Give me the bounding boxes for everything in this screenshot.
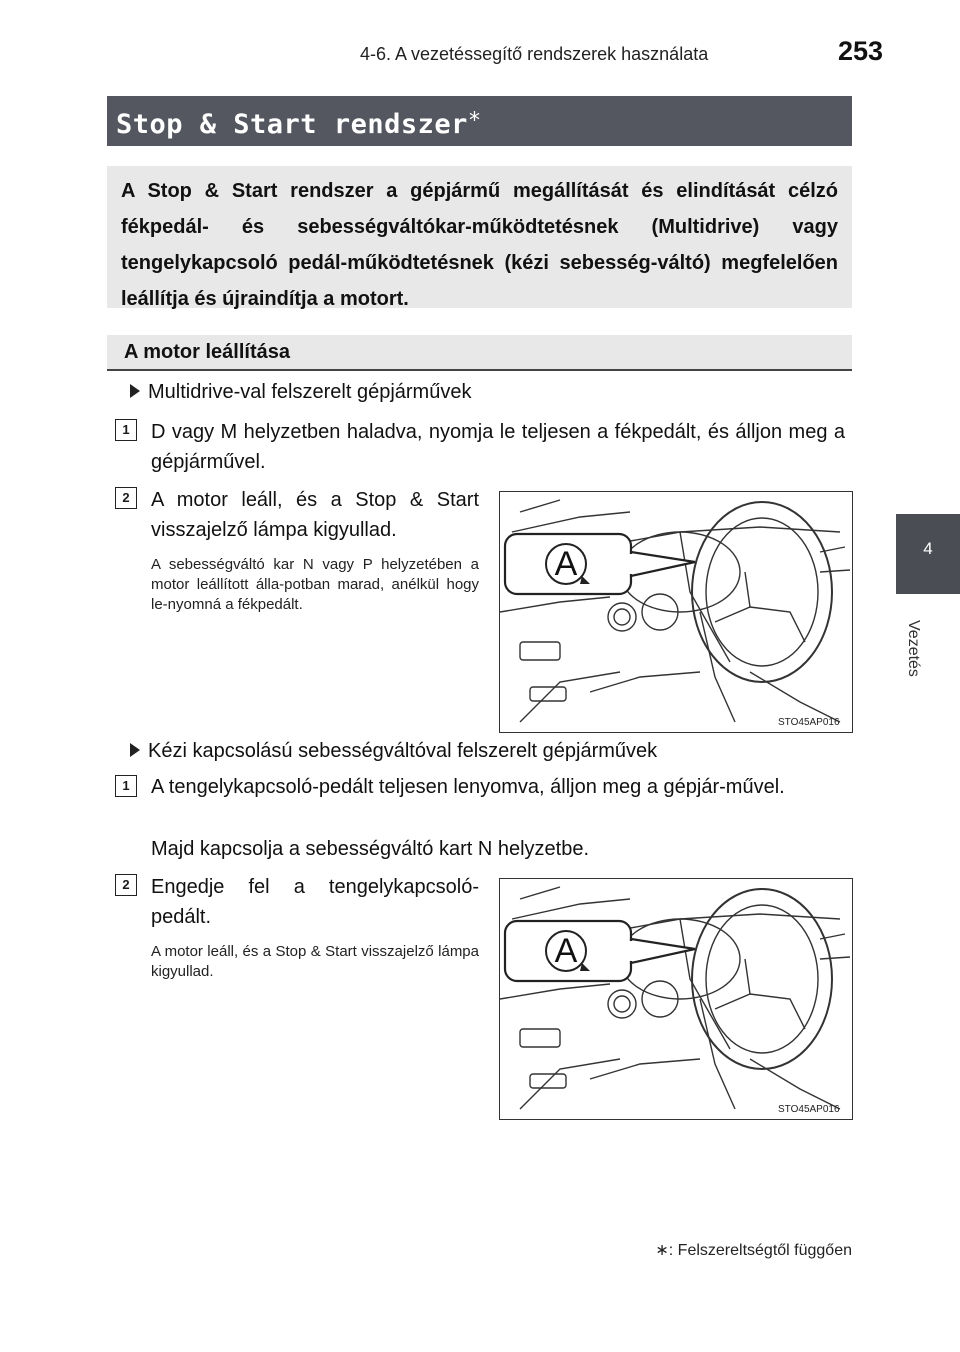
subsection-title: A motor leállítása <box>124 341 290 363</box>
step-number-badge: 1 <box>115 419 137 441</box>
figure-code: STO45AP016 <box>778 1104 840 1115</box>
step-number-badge: 2 <box>115 874 137 896</box>
dashboard-drawing <box>500 492 852 732</box>
intro-text: A Stop & Start rendszer a gépjármű megállítását és elindítását célzó fékpedál- és sebességváltókar-működtetésnek (Multidrive) vagy tengelykapcsoló pedál-működtetésnek (kézi sebesség-váltó) megfelelően leállítja és újraindítja a motort. <box>121 180 838 310</box>
multidrive-step2-text: A motor leáll, és a Stop & Start visszajelző lámpa kigyullad. <box>151 489 479 541</box>
manual-step1-text: A tengelykapcsoló-pedált teljesen lenyomva, álljon meg a gépjár-művel. <box>151 776 785 798</box>
step-number-badge: 1 <box>115 775 137 797</box>
manual-heading <box>130 740 657 763</box>
manual-heading-text: Kézi kapcsolású sebességváltóval felszerelt gépjárművek <box>148 740 658 762</box>
chapter-number: 4 <box>923 539 933 558</box>
manual-step2-text: Engedje fel a tengelykapcsoló-pedált. <box>151 876 479 928</box>
dashboard-illustration-1 <box>499 491 853 733</box>
footnote-marker: ∗ <box>655 1242 669 1259</box>
page-title <box>116 104 482 140</box>
callout-label: A <box>554 932 578 970</box>
figure-code: STO45AP016 <box>778 717 840 728</box>
dashboard-drawing <box>500 879 852 1119</box>
page-number: 253 <box>838 36 884 66</box>
dashboard-illustration-2 <box>499 878 853 1120</box>
chapter-label-text: Vezetés <box>905 620 922 677</box>
footnote <box>600 1240 852 1260</box>
multidrive-heading-text: Multidrive-val felszerelt gépjárművek <box>148 381 472 403</box>
multidrive-step2-note: A sebességváltó kar N vagy P helyzetében a motor leállított álla-potban marad, anélkül hogy le-nyomná a fékpedált. <box>151 556 479 613</box>
multidrive-step1-text: D vagy M helyzetben haladva, nyomja le teljesen a fékpedált, és álljon meg a gépjárművel. <box>151 421 845 473</box>
chapter-label <box>900 620 924 710</box>
triangle-bullet-icon <box>130 743 140 757</box>
manual-step2-note: A motor leáll, és a Stop & Start visszajelző lámpa kigyullad. <box>151 943 479 980</box>
page-title-text: Stop & Start rendszer <box>116 109 468 140</box>
footnote-text: : Felszereltségtől függően <box>668 1242 852 1259</box>
step-number-badge: 2 <box>115 487 137 509</box>
multidrive-heading <box>130 381 471 404</box>
callout-label: A <box>554 545 578 583</box>
manual-step1-text-2: Majd kapcsolja a sebességváltó kart N helyzetbe. <box>151 838 590 860</box>
title-footnote-marker: ∗ <box>467 104 482 129</box>
running-header: 4-6. A vezetéssegítő rendszerek használata <box>360 44 709 64</box>
triangle-bullet-icon <box>130 384 140 398</box>
